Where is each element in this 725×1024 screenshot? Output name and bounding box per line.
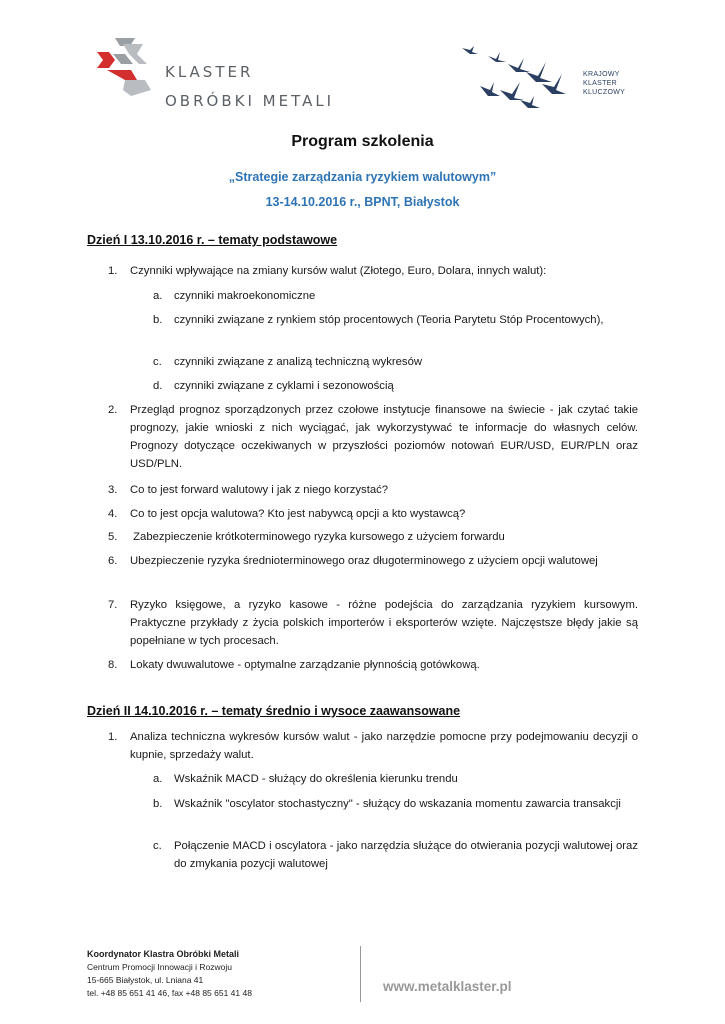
footer-line-3: tel. +48 85 651 41 46, fax +48 85 651 41 48 xyxy=(87,988,252,998)
list-letter: d. xyxy=(153,380,163,392)
page-title: Program szkolenia xyxy=(291,133,434,150)
list-letter: b. xyxy=(153,798,163,810)
website-link[interactable]: www.metalklaster.pl xyxy=(383,979,512,994)
list-item: Co to jest forward walutowy i jak z niego korzystać? xyxy=(130,484,389,496)
list-item: czynniki związane z analizą techniczną wykresów xyxy=(174,356,423,368)
list-item: Czynniki wpływające na zmiany kursów walut (Złotego, Euro, Dolara, innych walut): xyxy=(130,265,547,277)
kkk-line-1: KRAJOWY xyxy=(583,71,620,78)
kkk-text xyxy=(583,70,625,97)
list-item: Co to jest opcja walutowa? Kto jest nabywcą opcji a kto wystawcą? xyxy=(130,508,466,520)
day2-heading: Dzień II 14.10.2016 r. – tematy średnio i wysoce zaawansowane xyxy=(87,704,461,718)
brand-line-2: OBRÓBKI METALI xyxy=(165,92,335,110)
list-item: Lokaty dwuwalutowe - optymalne zarządzanie płynnością gotówkową. xyxy=(130,659,480,671)
list-item: Ubezpieczenie ryzyka średnioterminowego oraz długoterminowego z użyciem opcji walutowej xyxy=(130,555,598,567)
list-number: 1. xyxy=(108,731,118,743)
list-number: 3. xyxy=(108,484,118,496)
footer-line-2: 15-665 Białystok, ul. Lniana 41 xyxy=(87,975,204,985)
list-item: czynniki makroekonomiczne xyxy=(174,290,316,302)
list-item: Ryzyko księgowe, a ryzyko kasowe - różne podejścia do zarządzania ryzykiem kursowym. Praktyczne przykłady z życia polskich importerów i eksporterów wzięte. Najczęstsze błędy jakie są popełniane w tych procesach. xyxy=(130,599,638,647)
kkk-logo xyxy=(460,42,640,114)
list-number: 2. xyxy=(108,404,118,416)
birds-icon xyxy=(460,42,580,114)
list-letter: a. xyxy=(153,773,163,785)
footer-contact xyxy=(87,948,252,1000)
footer-org: Koordynator Klastra Obróbki Metali xyxy=(87,949,240,959)
day1-heading: Dzień I 13.10.2016 r. – tematy podstawowe xyxy=(87,233,338,247)
list-number: 6. xyxy=(108,555,118,567)
footer-line-1: Centrum Promocji Innowacji i Rozwoju xyxy=(87,962,233,972)
list-number: 1. xyxy=(108,265,118,277)
list-item: czynniki związane z rynkiem stóp procentowych (Teoria Parytetu Stóp Procentowych), xyxy=(174,314,604,326)
list-number: 5. xyxy=(108,531,118,543)
training-subtitle: „Strategie zarządzania ryzykiem walutowym” xyxy=(228,170,497,184)
brand-line-1: KLASTER xyxy=(165,63,254,81)
list-item: Analiza techniczna wykresów kursów walut - jako narzędzie pomocne przy podejmowaniu decyzji o kupnie, sprzedaży walut. xyxy=(130,731,638,761)
list-letter: a. xyxy=(153,290,163,302)
list-item: Przegląd prognoz sporządzonych przez czołowe instytucje finansowe na świecie - jak czytać takie prognozy, jakie wnioski z nich wyciągać, jak wykorzystywać te informacje do własnych celów. Prognozy dotyczące oczekiwanych w przyszłości poziomów notowań EUR/USD, EUR/PLN oraz USD/PLN. xyxy=(130,404,638,470)
list-item: czynniki związane z cyklami i sezonowością xyxy=(174,380,394,392)
list-number: 7. xyxy=(108,599,118,611)
kkk-line-3: KLUCZOWY xyxy=(583,89,626,96)
list-item: Zabezpieczenie krótkoterminowego ryzyka kursowego z użyciem forwardu xyxy=(130,531,505,543)
list-item: Wskaźnik MACD - służący do określenia kierunku trendu xyxy=(174,773,458,785)
kkk-line-2: KLASTER xyxy=(583,80,617,87)
list-letter: b. xyxy=(153,314,163,326)
training-date-place: 13-14.10.2016 r., BPNT, Białystok xyxy=(265,195,460,209)
list-number: 8. xyxy=(108,659,118,671)
list-letter: c. xyxy=(153,356,162,368)
klaster-logo xyxy=(85,30,385,110)
list-letter: c. xyxy=(153,840,162,852)
list-item: Wskaźnik "oscylator stochastyczny" - służący do wskazania momentu zawarcia transakcji xyxy=(174,798,621,810)
brand-name xyxy=(165,65,334,109)
list-item: Połączenie MACD i oscylatora - jako narzędzia służące do otwierania pozycji walutowej oraz do zmykania pozycji walutowej xyxy=(174,840,638,870)
klaster-emblem-icon xyxy=(85,30,160,105)
list-number: 4. xyxy=(108,508,118,520)
footer-divider xyxy=(360,946,361,1002)
